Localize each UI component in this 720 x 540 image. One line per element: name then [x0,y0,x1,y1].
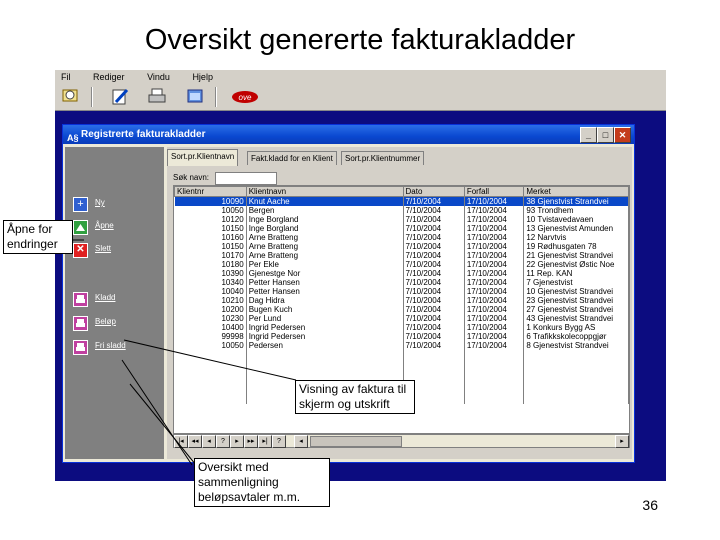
app-icon: A§ [67,133,79,143]
scroll-left-button[interactable]: ◂ [294,435,308,448]
page-number: 36 [642,497,658,513]
table-cell: 7/10/2004 [403,260,464,269]
plus-icon: + [73,197,88,212]
table-cell: 7/10/2004 [403,224,464,233]
table-cell: 17/10/2004 [464,242,524,251]
table-cell: Knut Aache [246,197,403,207]
table-cell: 99998 [175,332,247,341]
first-record-button[interactable]: |◂ [174,435,188,448]
table-cell: 7/10/2004 [403,251,464,260]
table-cell: 7/10/2004 [403,305,464,314]
table-cell: 17/10/2004 [464,224,524,233]
table-cell: 7/10/2004 [403,278,464,287]
draft-label: Kladd [95,293,116,302]
table-cell: 23 Gjenestvist Strandvei [524,296,629,305]
table-cell: 7/10/2004 [403,233,464,242]
table-cell: 10390 [175,269,247,278]
maximize-button[interactable]: □ [597,127,614,143]
close-button[interactable]: ✕ [614,127,631,143]
table-cell: 7/10/2004 [403,269,464,278]
table-cell: 17/10/2004 [464,278,524,287]
fast-forward-button[interactable]: ▸▸ [244,435,258,448]
tab-sort-by-client-number[interactable]: Sort.pr.Klientnummer [341,151,424,165]
menu-help[interactable]: Hjelp [192,72,213,82]
table-cell: 19 Rødhusgaten 78 [524,242,629,251]
table-cell: 17/10/2004 [464,206,524,215]
table-cell: 7 Gjenestvist [524,278,629,287]
table-cell: 10150 [175,224,247,233]
table-cell: 12 Narvtvis [524,233,629,242]
table-cell: 7/10/2004 [403,341,464,350]
table-cell: 7/10/2004 [403,206,464,215]
table-cell: Per Lund [246,314,403,323]
table-cell: 7/10/2004 [403,215,464,224]
table-cell: Bugen Kuch [246,305,403,314]
search-label: Søk navn: [173,173,210,182]
previous-record-button[interactable]: ◂ [202,435,216,448]
minimize-button[interactable]: _ [580,127,597,143]
table-cell: 17/10/2004 [464,296,524,305]
table-cell: 7/10/2004 [403,197,464,207]
table-cell: Ingrid Pedersen [246,323,403,332]
table-cell: 17/10/2004 [464,197,524,207]
table-cell: Inge Borgland [246,224,403,233]
record-count[interactable]: ? [272,435,286,448]
table-cell: 10340 [175,278,247,287]
table-cell: 10050 [175,341,247,350]
table-cell: 17/10/2004 [464,323,524,332]
menu-edit[interactable]: Rediger [93,72,125,82]
table-cell: 17/10/2004 [464,269,524,278]
delete-label: Slett [95,244,112,253]
table-cell: 7/10/2004 [403,287,464,296]
new-label: Ny [95,198,105,207]
delete-icon: ✕ [73,243,88,258]
next-record-button[interactable]: ▸ [230,435,244,448]
table-cell: 7/10/2004 [403,332,464,341]
table-cell: 22 Gjenestvist Østic Noe [524,260,629,269]
column-header-marked[interactable]: Merket [524,187,629,197]
table-cell: 38 Gjenstvist Strandvei [524,197,629,207]
rewind-button[interactable]: ◂◂ [188,435,202,448]
table-cell: 17/10/2004 [464,233,524,242]
table-cell: Ingrid Pedersen [246,332,403,341]
table-cell: 17/10/2004 [464,215,524,224]
window-title: Registrerte fakturakladder [81,129,206,140]
table-cell: 17/10/2004 [464,332,524,341]
table-cell: 10050 [175,206,247,215]
column-header-client-name[interactable]: Klientnavn [246,187,403,197]
table-cell: 17/10/2004 [464,287,524,296]
table-cell: Arne Bratteng [246,233,403,242]
table-cell: 10210 [175,296,247,305]
table-cell: 13 Gjenestvist Amunden [524,224,629,233]
callout-open-for-edits: Åpne for endringer [3,220,73,254]
table-cell: 27 Gjenestvist Strandvei [524,305,629,314]
table-cell: Petter Hansen [246,278,403,287]
tab-sort-by-client-name[interactable]: Sort.pr.Klientnavn [167,149,238,166]
callout-overview: Oversikt med sammenligning beløpsavtaler m.m. [194,458,330,507]
table-cell: 10170 [175,251,247,260]
record-number[interactable]: ? [216,435,230,448]
table-cell: 1 Konkurs Bygg AS [524,323,629,332]
table-cell: 10180 [175,260,247,269]
table-cell: 43 Gjenestvist Strandvei [524,314,629,323]
last-record-button[interactable]: ▸| [258,435,272,448]
table-cell: Pedersen [246,341,403,350]
table-cell: 10160 [175,233,247,242]
svg-text:ove: ove [238,93,252,102]
table-cell: 17/10/2004 [464,341,524,350]
table-cell: Arne Bratteng [246,242,403,251]
column-header-date[interactable]: Dato [403,187,464,197]
table-cell: 10090 [175,197,247,207]
table-cell: Bergen [246,206,403,215]
menu-window[interactable]: Vindu [147,72,170,82]
tab-drafts-for-client[interactable]: Fakt.kladd for en Klient [247,151,337,165]
menu-file[interactable]: Fil [61,72,71,82]
table-cell: 7/10/2004 [403,242,464,251]
column-header-client-number[interactable]: Klientnr [175,187,247,197]
table-cell: Per Ekle [246,260,403,269]
table-cell: 10 Gjenestvist Strandvei [524,287,629,296]
open-label: Åpne [95,221,114,230]
table-cell: 7/10/2004 [403,296,464,305]
table-cell: Petter Hansen [246,287,403,296]
table-cell: 7/10/2004 [403,323,464,332]
table-cell: 93 Trondhem [524,206,629,215]
table-cell: 6 Trafikkskolecoppgjør [524,332,629,341]
table-cell: 17/10/2004 [464,260,524,269]
slide-title: Oversikt genererte fakturakladder [144,24,576,56]
table-cell: Inge Borgland [246,215,403,224]
table-cell: 17/10/2004 [464,314,524,323]
table-cell: 10040 [175,287,247,296]
table-cell: 10120 [175,215,247,224]
table-cell: 17/10/2004 [464,251,524,260]
scroll-right-button[interactable]: ▸ [615,435,629,448]
column-header-due[interactable]: Forfall [464,187,524,197]
table-cell: 7/10/2004 [403,314,464,323]
free-draft-label: Fri sladd [95,341,126,350]
table-cell: Arne Bratteng [246,251,403,260]
table-cell: 8 Gjenestvist Strandvei [524,341,629,350]
table-cell: 10150 [175,242,247,251]
table-cell: 10200 [175,305,247,314]
table-cell: Dag Hidra [246,296,403,305]
table-cell: 10400 [175,323,247,332]
amount-label: Beløp [95,317,116,326]
table-cell: Gjenestge Nor [246,269,403,278]
callout-invoice-view: Visning av faktura til skjerm og utskrift [295,380,415,414]
table-cell: 10230 [175,314,247,323]
table-cell: 10 Tvistavedavaen [524,215,629,224]
table-cell: 17/10/2004 [464,305,524,314]
table-cell: 21 Gjenestvist Strandvei [524,251,629,260]
table-cell: 11 Rep. KAN [524,269,629,278]
